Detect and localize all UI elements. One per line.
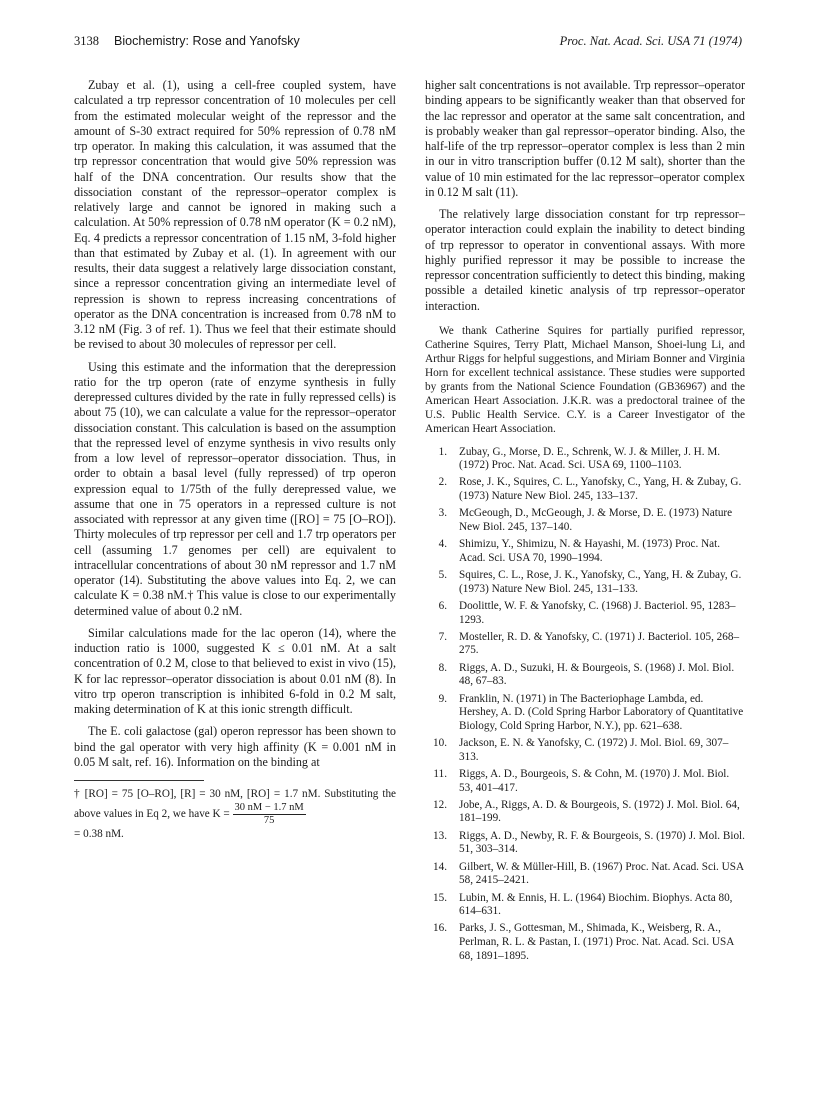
reference-item bbox=[425, 600, 745, 627]
reference-text: Riggs, A. D., Bourgeois, S. & Cohn, M. (1970) J. Mol. Biol. 53, 401–417. bbox=[459, 767, 730, 794]
reference-number: 16. bbox=[433, 922, 447, 935]
reference-item bbox=[425, 476, 745, 503]
reference-item bbox=[425, 737, 745, 764]
reference-text: Riggs, A. D., Suzuki, H. & Bourgeois, S. (1968) J. Mol. Biol. 48, 67–83. bbox=[459, 661, 735, 688]
reference-number: 1. bbox=[438, 445, 447, 458]
reference-number: 7. bbox=[438, 630, 447, 643]
reference-text: Mosteller, R. D. & Yanofsky, C. (1971) J. Bacteriol. 105, 268–275. bbox=[459, 630, 740, 657]
body-paragraph: The relatively large dissociation constant for trp repressor–operator interaction could explain the inability to detect binding of trp repressor to operator in conventional assays. With more highly purified repressor it may be possible to increase the repressor concentration sufficiently to detect this binding, making possible a detailed kinetic analysis of trp repressor–operator interaction. bbox=[425, 207, 745, 313]
reference-text: Lubin, M. & Ennis, H. L. (1964) Biochim. Biophys. Acta 80, 614–631. bbox=[459, 891, 733, 918]
right-column bbox=[425, 78, 745, 967]
page-number: 3138 bbox=[74, 34, 99, 48]
reference-item bbox=[425, 830, 745, 857]
reference-list bbox=[425, 446, 745, 964]
reference-number: 14. bbox=[433, 860, 447, 873]
reference-number: 8. bbox=[438, 661, 447, 674]
reference-text: Parks, J. S., Gottesman, M., Shimada, K., Weisberg, R. A., Perlman, R. L. & Pastan, I. (1971) Proc. Nat. Acad. Sci. USA 68, 1891–1895. bbox=[459, 922, 734, 962]
reference-number: 9. bbox=[438, 692, 447, 705]
reference-number: 2. bbox=[438, 476, 447, 489]
reference-number: 10. bbox=[433, 737, 447, 750]
body-paragraph: higher salt concentrations is not available. Trp repressor–operator binding appears to be significantly weaker than that observed for the lac repressor and operator at the same salt concentration, and is probably weaker than gal repressor–operator binding. Also, the half-life of the trp repressor–operator complex is less than 2 min in our in vitro transcription buffer (0.12 M salt), shorter than the value of 10 min estimated for the lac repressor–operator complex in 0.12 M salt (11). bbox=[425, 78, 745, 199]
reference-number: 13. bbox=[433, 829, 447, 842]
reference-number: 5. bbox=[438, 569, 447, 582]
reference-item bbox=[425, 662, 745, 689]
footnote-text: † [RO] = 75 [O–RO], [R] = 30 nM, [RO] = 1.7 nM. Substituting the above values in Eq 2, we have K = bbox=[74, 788, 396, 821]
reference-item bbox=[425, 892, 745, 919]
reference-text: McGeough, D., McGeough, J. & Morse, D. E. (1973) Nature New Biol. 245, 137–140. bbox=[459, 507, 733, 533]
reference-item bbox=[425, 631, 745, 658]
reference-text: Doolittle, W. F. & Yanofsky, C. (1968) J. Bacteriol. 95, 1283–1293. bbox=[459, 599, 736, 626]
footnote-fraction bbox=[233, 802, 306, 827]
reference-text: Squires, C. L., Rose, J. K., Yanofsky, C., Yang, H. & Zubay, G. (1973) Nature New Biol. 245, 131–133. bbox=[459, 569, 742, 595]
reference-item bbox=[425, 507, 745, 534]
body-paragraph: Zubay et al. (1), using a cell-free coupled system, have calculated a trp repressor concentration of 10 molecules per cell from the estimated molecular weight of the repressor and the amount of S-30 extract required for 50% repression of 0.78 nM trp operator. In making this calculation, it was assumed that the trp repressor concentration that would give 50% repression was half of the DNA concentration. Our results show that the dissociation constant of the repressor–operator complex is relatively large and cannot be ignored in making such a calculation. At 50% repression of 0.78 nM operator (K = 0.2 nM), Eq. 4 predicts a repressor concentration of 1.15 nM, 3-fold higher than that estimated by Zubay et al. (1). In agreement with our results, their data suggest a relatively large dissociation constant, since a repressor concentration giving an intermediate level of repression is shown to repress increasing concentrations of operator as the DNA concentration is increased from 0.78 nM to 3.12 nM (Fig. 3 of ref. 1). Thus we feel that their estimate should be revised to about 30 molecules of repressor per cell. bbox=[74, 78, 396, 352]
reference-number: 3. bbox=[438, 507, 447, 520]
reference-item bbox=[425, 446, 745, 473]
reference-number: 15. bbox=[433, 891, 447, 904]
reference-text: Shimizu, Y., Shimizu, N. & Hayashi, M. (1973) Proc. Nat. Acad. Sci. USA 70, 1990–1994. bbox=[459, 538, 721, 564]
journal-citation: Proc. Nat. Acad. Sci. USA 71 (1974) bbox=[559, 34, 742, 48]
reference-number: 11. bbox=[433, 767, 447, 780]
body-paragraph: Similar calculations made for the lac operon (14), where the induction ratio is 1000, suggested K ≤ 0.01 nM. At a salt concentration of 0.2 M, close to that believed to exist in vivo (15), K for lac repressor–operator dissociation is about 0.01 nM (8). In vitro trp operon transcription is inhibited 6-fold in 0.2 M salt, making determination of K at this ionic strength difficult. bbox=[74, 625, 396, 716]
reference-item bbox=[425, 693, 745, 734]
reference-item bbox=[425, 768, 745, 795]
fraction-numerator: 30 nM − 1.7 nM bbox=[234, 802, 304, 813]
body-paragraph: Using this estimate and the information that the derepression ratio for the trp operon (rate of enzyme synthesis in fully derepressed cultures divided by the rate in fully repressed cells) is about 75 (10), we can calculate a value for the repressor–operator dissociation constant. This calculation is based on the assumption that the repressed level of enzyme synthesis in vivo results only from a low level of repressor–operator dissociation. Thus, in order to obtain a basal level (fully repressed) of trp operon expression equal to 1/75th of the fully derepressed value, we assume that one in 75 operators in a repressed culture is not associated with repressor at any given time ([RO] = 75 [O–RO]). Thirty molecules of trp repressor per cell and 1.7 trp operators per cell (assuming 1.7 genomes per cell) are equivalent to intracellular concentrations of about 30 nM repressor and 1.7 nM operator (14). Substituting the above values into Eq. 2, we can calculate K = 0.38 nM.† This value is close to our experimentally determined value of about 0.2 nM. bbox=[74, 359, 396, 618]
footnote-result: = 0.38 nM. bbox=[74, 828, 124, 840]
running-title: Biochemistry: Rose and Yanofsky bbox=[114, 34, 300, 48]
body-paragraph: The E. coli galactose (gal) operon repressor has been shown to bind the gal operator with very high affinity (K = 0.001 nM in 0.05 M salt, ref. 16). Information on the binding at bbox=[74, 724, 396, 769]
reference-item bbox=[425, 538, 745, 565]
page-header bbox=[74, 34, 742, 50]
fraction-denominator: 75 bbox=[263, 815, 275, 826]
reference-item bbox=[425, 569, 745, 596]
reference-text: Zubay, G., Morse, D. E., Schrenk, W. J. & Miller, J. H. M. (1972) Proc. Nat. Acad. Sci. USA 69, 1100–1103. bbox=[459, 445, 721, 472]
reference-number: 6. bbox=[438, 599, 447, 612]
reference-item bbox=[425, 922, 745, 963]
reference-text: Rose, J. K., Squires, C. L., Yanofsky, C., Yang, H. & Zubay, G. (1973) Nature New Biol. 245, 133–137. bbox=[459, 476, 742, 502]
reference-item bbox=[425, 799, 745, 826]
reference-number: 12. bbox=[433, 798, 447, 811]
reference-text: Gilbert, W. & Müller-Hill, B. (1967) Proc. Nat. Acad. Sci. USA 58, 2415–2421. bbox=[459, 860, 744, 887]
reference-text: Riggs, A. D., Newby, R. F. & Bourgeois, S. (1970) J. Mol. Biol. 51, 303–314. bbox=[459, 829, 745, 856]
reference-number: 4. bbox=[438, 538, 447, 551]
footnote bbox=[74, 787, 396, 842]
acknowledgments: We thank Catherine Squires for partially purified repressor, Catherine Squires, Terry Platt, Michael Manson, Shoei-lung Li, and Arthur Riggs for helpful suggestions, and Miriam Bonner and Virginia Horn for excellent technical assistance. These studies were supported by grants from the National Science Foundation (GB36967) and the American Heart Association. J.K.R. was a predoctoral trainee of the U.S. Public Health Service. C.Y. is a Career Investigator of the American Heart Association. bbox=[425, 324, 745, 436]
reference-text: Jobe, A., Riggs, A. D. & Bourgeois, S. (1972) J. Mol. Biol. 64, 181–199. bbox=[459, 798, 740, 825]
left-column bbox=[74, 78, 396, 842]
footnote-divider bbox=[74, 780, 204, 781]
reference-item bbox=[425, 861, 745, 888]
reference-text: Franklin, N. (1971) in The Bacteriophage Lambda, ed. Hershey, A. D. (Cold Spring Harbor Laboratory of Quantitative Biology, Cold Spring Harbor, N.Y.), pp. 621–638. bbox=[459, 692, 744, 732]
reference-text: Jackson, E. N. & Yanofsky, C. (1972) J. Mol. Biol. 69, 307–313. bbox=[459, 737, 729, 763]
